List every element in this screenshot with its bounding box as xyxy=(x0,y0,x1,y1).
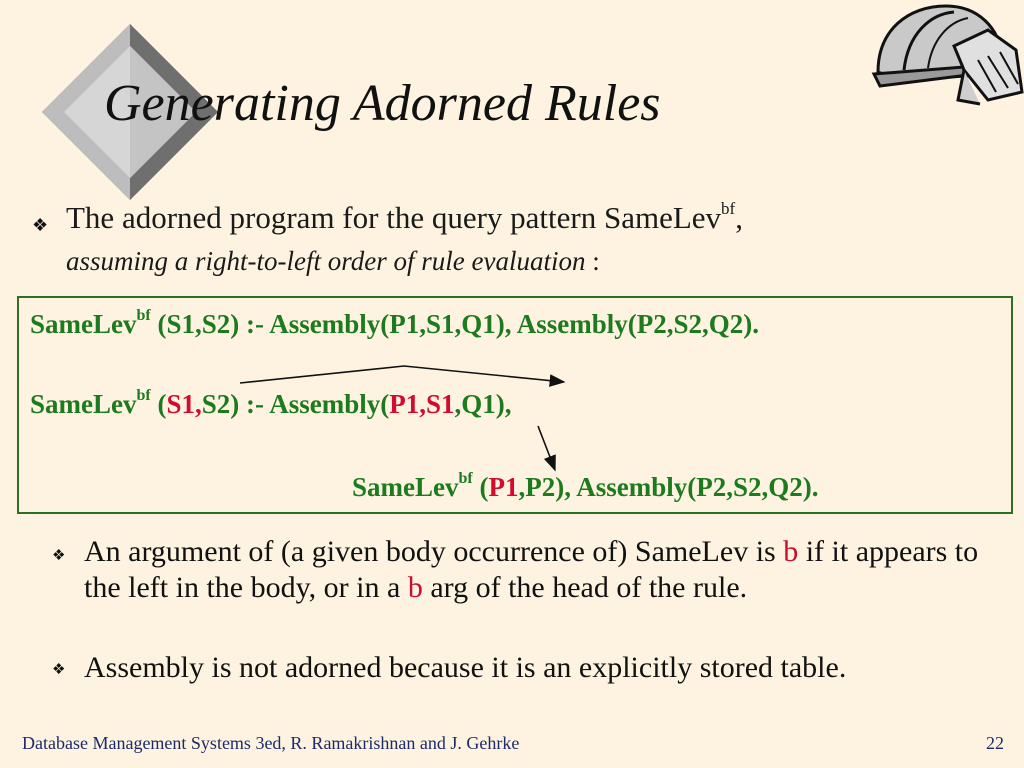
bullet-2: Assembly is not adorned because it is an explicitly stored table. xyxy=(84,651,847,684)
intro-text: The adorned program for the query pattern SameLev xyxy=(66,200,722,235)
rule-3-head: SameLev xyxy=(352,472,459,502)
bullet-1-text-a: An argument of (a given body occurrence of) SameLev is xyxy=(84,535,784,568)
diamond-bullet-icon: ❖ xyxy=(52,662,66,678)
bullet-1-b2: b xyxy=(407,571,423,604)
rule-3 xyxy=(352,472,818,503)
rule-2-s1b-highlight: S1 xyxy=(426,389,455,419)
bullet-1 xyxy=(84,534,984,606)
rule-2-part2: S2) :- Assembly( xyxy=(201,389,390,419)
rule-1-head: SameLev xyxy=(30,309,137,339)
rule-2-comma2-highlight: , xyxy=(419,389,426,419)
rule-3-adornment: bf xyxy=(458,470,473,487)
rule-2-part3: ,Q1), xyxy=(454,389,512,419)
rule-2-p1-highlight: P1 xyxy=(389,389,420,419)
rule-3-p1-highlight: P1 xyxy=(488,472,519,502)
rule-2-head: SameLev xyxy=(30,389,137,419)
page-number: 22 xyxy=(986,733,1004,753)
rule-2-s1-highlight: S1 xyxy=(166,389,195,419)
rule-3-part1: ( xyxy=(472,472,489,502)
diamond-bullet-icon: ❖ xyxy=(52,548,66,564)
rule-1-adornment: bf xyxy=(136,307,151,324)
rule-2-adornment: bf xyxy=(136,387,151,404)
bullet-1-b1: b xyxy=(783,535,799,568)
slide-title: Generating Adorned Rules xyxy=(104,75,661,132)
rule-1-body: (S1,S2) :- Assembly(P1,S1,Q1), Assembly(P2,S2,Q2). xyxy=(150,309,759,339)
rule-2 xyxy=(30,389,512,420)
intro-line-1 xyxy=(66,200,743,236)
rule-2-part1: ( xyxy=(150,389,167,419)
intro-line-2 xyxy=(66,246,600,277)
footer-citation: Database Management Systems 3ed, R. Ramakrishnan and J. Gehrke xyxy=(22,733,520,753)
intro-italic-text: assuming a right-to-left order of rule evaluation xyxy=(66,246,586,276)
rule-3-part2: ,P2), Assembly(P2,S2,Q2). xyxy=(518,472,819,502)
bullet-1-text-d: arg of the head of the rule. xyxy=(422,571,748,604)
rule-1 xyxy=(30,309,759,340)
intro-tail: , xyxy=(735,200,743,235)
bullet-1-text-c: if it appears to the left in the body, or in a xyxy=(84,535,979,604)
diamond-bullet-icon: ❖ xyxy=(32,215,49,235)
rule-2-comma-highlight: , xyxy=(195,389,202,419)
hard-hat-gloves-icon xyxy=(868,0,1024,108)
intro-superscript: bf xyxy=(721,199,736,218)
intro-line2-tail: : xyxy=(585,246,600,276)
